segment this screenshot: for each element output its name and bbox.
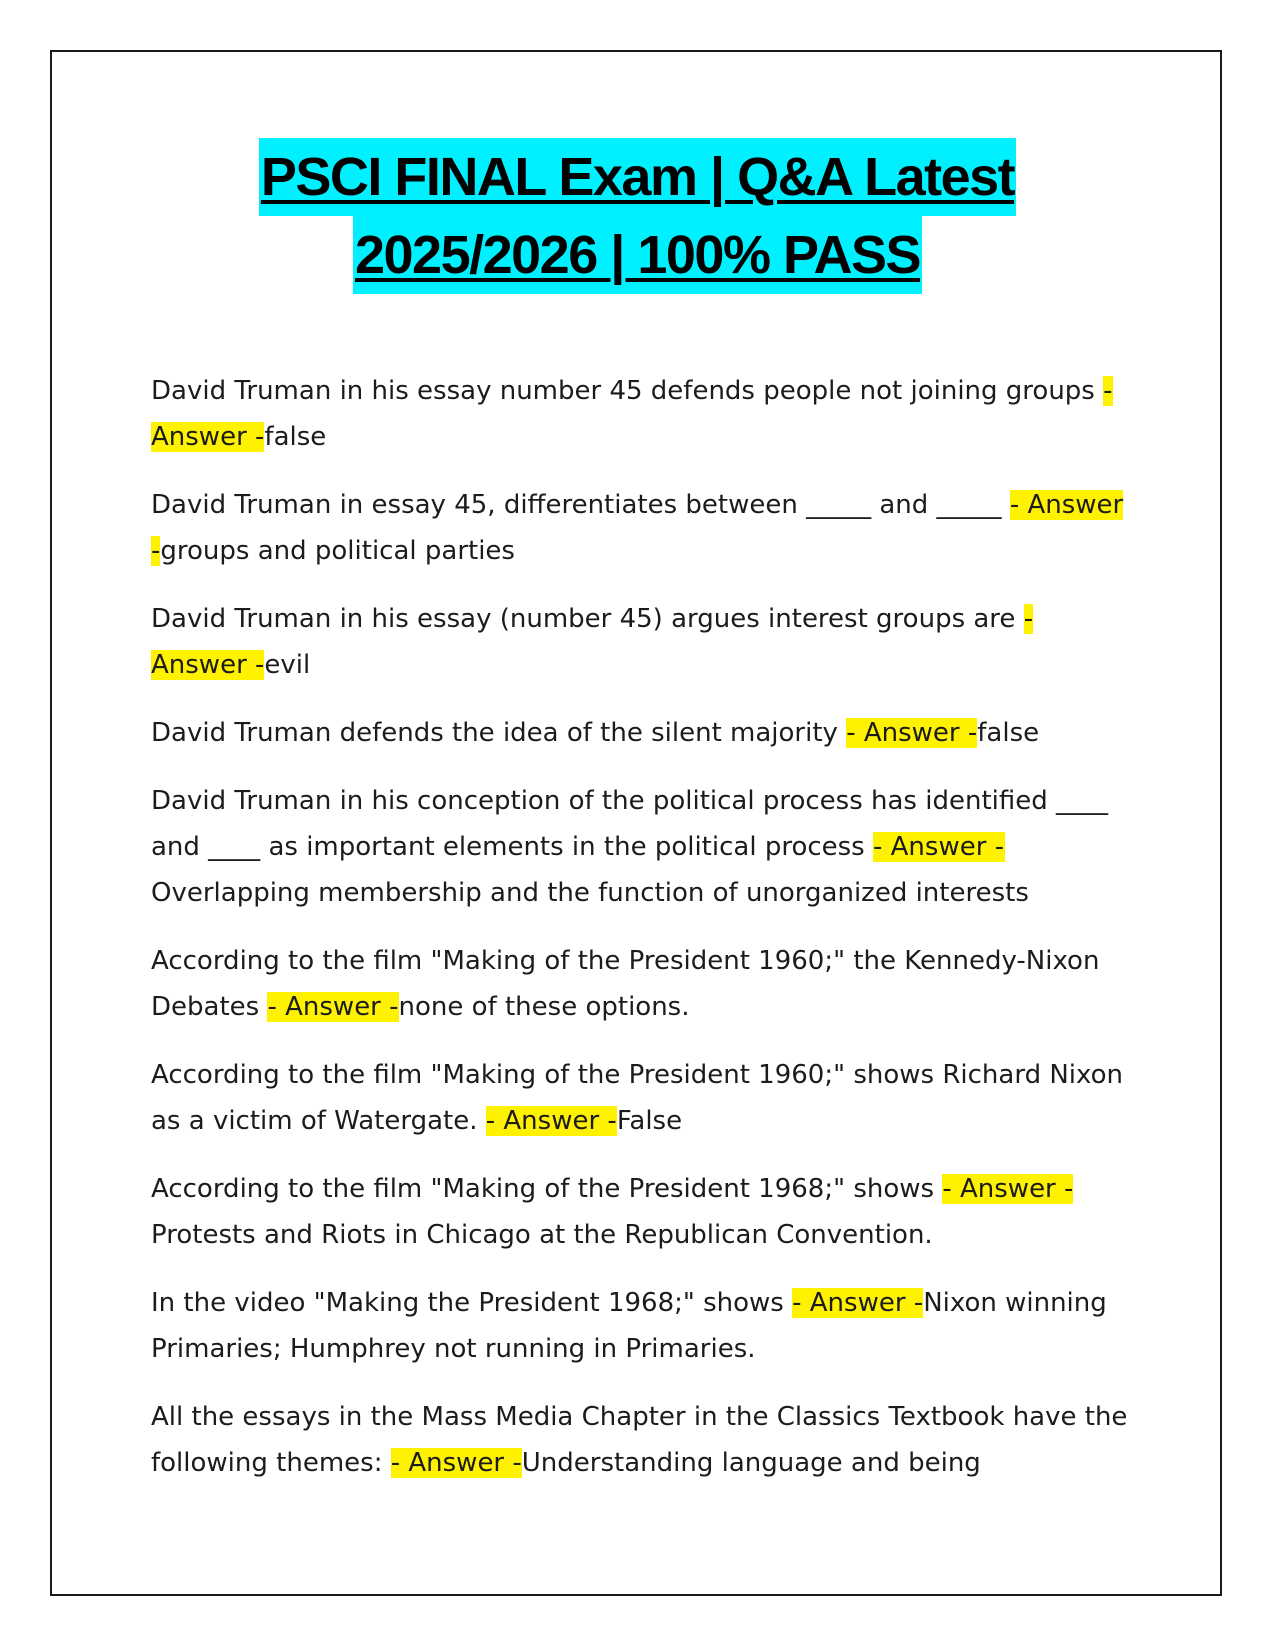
answer-text: Protests and Riots in Chicago at the Republican Convention. bbox=[151, 1220, 933, 1250]
question-text: According to the film "Making of the President 1968;" shows bbox=[151, 1174, 943, 1204]
qa-item bbox=[151, 368, 1131, 460]
answer-marker: - Answer - bbox=[792, 1288, 924, 1318]
question-text: According to the film "Making of the President 1960;" shows Richard Nixon as a victim of Watergate. bbox=[151, 1060, 1123, 1136]
answer-text: false bbox=[264, 422, 327, 452]
question-text: In the video "Making the President 1968;" shows bbox=[151, 1288, 793, 1318]
answer-marker: - Answer - bbox=[151, 490, 1124, 566]
question-text: David Truman defends the idea of the silent majority bbox=[151, 718, 847, 748]
title-line-1: PSCI FINAL Exam | Q&A Latest bbox=[259, 138, 1016, 216]
answer-marker: - Answer - bbox=[846, 718, 978, 748]
answer-marker: - Answer - bbox=[151, 604, 1034, 680]
question-text: David Truman in his essay (number 45) argues interest groups are bbox=[151, 604, 1024, 634]
qa-item bbox=[151, 482, 1131, 574]
answer-text: Understanding language and being bbox=[521, 1448, 981, 1478]
answer-marker: - Answer - bbox=[151, 376, 1113, 452]
qa-item bbox=[151, 938, 1131, 1030]
qa-item bbox=[151, 596, 1131, 688]
answer-text: False bbox=[616, 1106, 683, 1136]
qa-list bbox=[151, 368, 1131, 1508]
answer-text: Nixon winning Primaries; Humphrey not running in Primaries. bbox=[151, 1288, 1107, 1364]
title-line-2: 2025/2026 | 100% PASS bbox=[353, 216, 922, 294]
document-title bbox=[0, 138, 1275, 294]
qa-item bbox=[151, 1280, 1131, 1372]
question-text: David Truman in his essay number 45 defends people not joining groups bbox=[151, 376, 1104, 406]
answer-marker: - Answer - bbox=[267, 992, 399, 1022]
answer-text: Overlapping membership and the function of unorganized interests bbox=[151, 878, 1029, 908]
qa-item bbox=[151, 1394, 1131, 1486]
answer-text: groups and political parties bbox=[160, 536, 515, 566]
answer-marker: - Answer - bbox=[390, 1448, 522, 1478]
qa-item bbox=[151, 778, 1131, 916]
question-text: David Truman in his conception of the political process has identified ____ and ____ as important elements in the political process bbox=[151, 786, 1108, 862]
answer-text: evil bbox=[264, 650, 311, 680]
question-text: According to the film "Making of the President 1960;" the Kennedy-Nixon Debates bbox=[151, 946, 1100, 1022]
answer-marker: - Answer - bbox=[942, 1174, 1074, 1204]
answer-marker: - Answer - bbox=[485, 1106, 617, 1136]
qa-item bbox=[151, 710, 1131, 756]
question-text: All the essays in the Mass Media Chapter in the Classics Textbook have the following themes: bbox=[151, 1402, 1128, 1478]
answer-marker: - Answer - bbox=[873, 832, 1005, 862]
qa-item bbox=[151, 1166, 1131, 1258]
answer-text: none of these options. bbox=[398, 992, 690, 1022]
qa-item bbox=[151, 1052, 1131, 1144]
answer-text: false bbox=[977, 718, 1040, 748]
question-text: David Truman in essay 45, differentiates between _____ and _____ bbox=[151, 490, 1010, 520]
